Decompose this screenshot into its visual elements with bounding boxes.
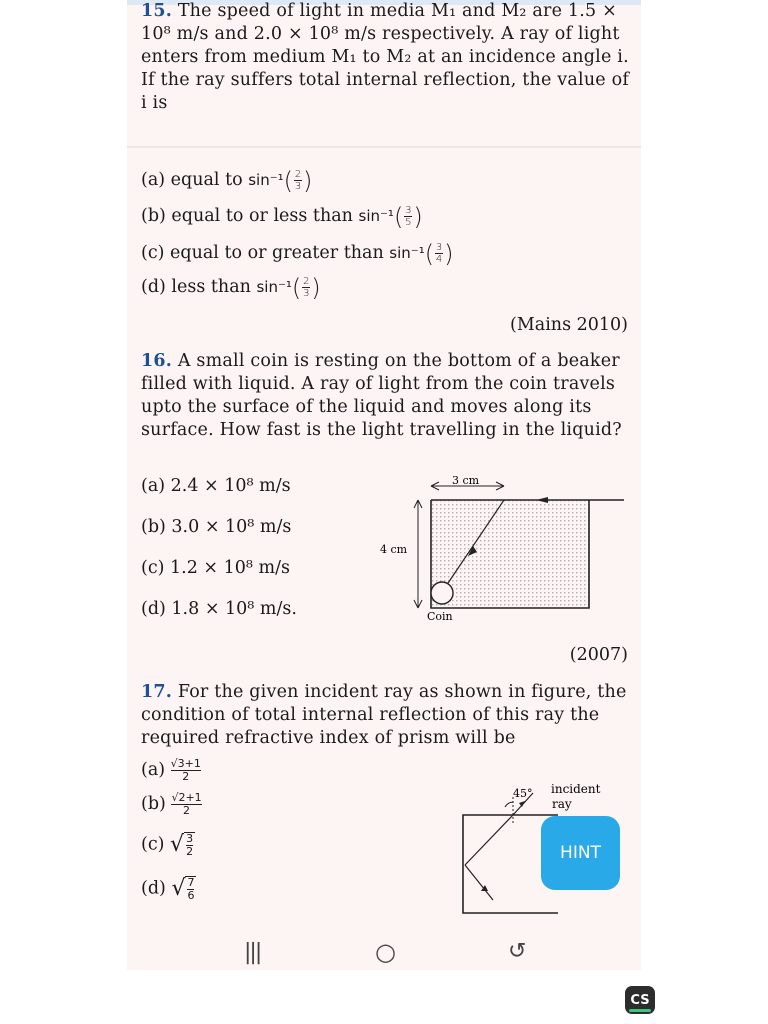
question-number: 15. [141, 1, 173, 21]
home-button[interactable]: ○ [375, 938, 396, 966]
option-15a[interactable]: (a) equal to sin⁻¹( $\frac{2}{3}$ ) [141, 166, 313, 195]
coin-label: Coin [427, 610, 453, 623]
question-16-text [141, 350, 631, 442]
option-16d[interactable]: (d) 1.8 × 10⁸ m/s. [141, 599, 297, 619]
hint-button[interactable]: HINT [541, 816, 620, 890]
question-number: 16. [141, 351, 173, 371]
option-17c[interactable]: (c) √ 3 2 [141, 832, 194, 858]
option-16c[interactable]: (c) 1.2 × 10⁸ m/s [141, 558, 290, 578]
source-label: (Mains 2010) [510, 315, 628, 335]
option-15b[interactable]: (b) equal to or less than sin⁻¹( $\frac{3}{5}$ ) [141, 202, 423, 231]
question-body: A small coin is resting on the bottom of a beaker filled with liquid. A ray of light from the coin travels upto the surface of the liquid and moves along its surface. How fast is the light travelling in the liquid? [141, 351, 622, 440]
camscanner-logo-icon: CS [625, 986, 655, 1014]
question-body: The speed of light in media M₁ and M₂ are 1.5 × 10⁸ m/s and 2.0 × 10⁸ m/s respectively. A ray of light enters from medium M₁ to M₂ at an incidence angle i. If the ray suffers total internal reflection, the value of i is [141, 1, 630, 113]
divider [127, 146, 641, 148]
coin [431, 582, 453, 604]
angle-label: 45° [513, 787, 533, 800]
option-15c[interactable]: (c) equal to or greater than sin⁻¹( $\frac{3}{4}$ ) [141, 239, 454, 268]
option-16b[interactable]: (b) 3.0 × 10⁸ m/s [141, 517, 292, 537]
option-17b[interactable]: (b) $\frac{√2+1}{2}$ [141, 791, 202, 817]
question-number: 17. [141, 682, 173, 702]
width-label: 3 cm [452, 474, 480, 487]
source-label: (2007) [569, 645, 628, 665]
back-button[interactable]: ↺ [508, 939, 527, 964]
option-17d[interactable]: (d) √ 7 6 [141, 876, 195, 902]
height-label: 4 cm [380, 543, 408, 556]
question-17-text [141, 681, 631, 750]
recent-apps-button[interactable]: ||| [244, 940, 261, 965]
option-15d[interactable]: (d) less than sin⁻¹( $\frac{2}{3}$ ) [141, 273, 321, 302]
ray-label: ray [552, 797, 572, 811]
option-17a[interactable]: (a) $\frac{√3+1}{2}$ [141, 757, 201, 783]
incident-label: incident [551, 782, 601, 796]
question-body: For the given incident ray as shown in figure, the condition of total internal reflection of this ray the required refractive index of prism will be [141, 682, 627, 748]
beaker-figure [376, 468, 630, 628]
question-15-text [141, 0, 631, 115]
liquid [431, 500, 589, 608]
option-16a[interactable]: (a) 2.4 × 10⁸ m/s [141, 476, 291, 496]
